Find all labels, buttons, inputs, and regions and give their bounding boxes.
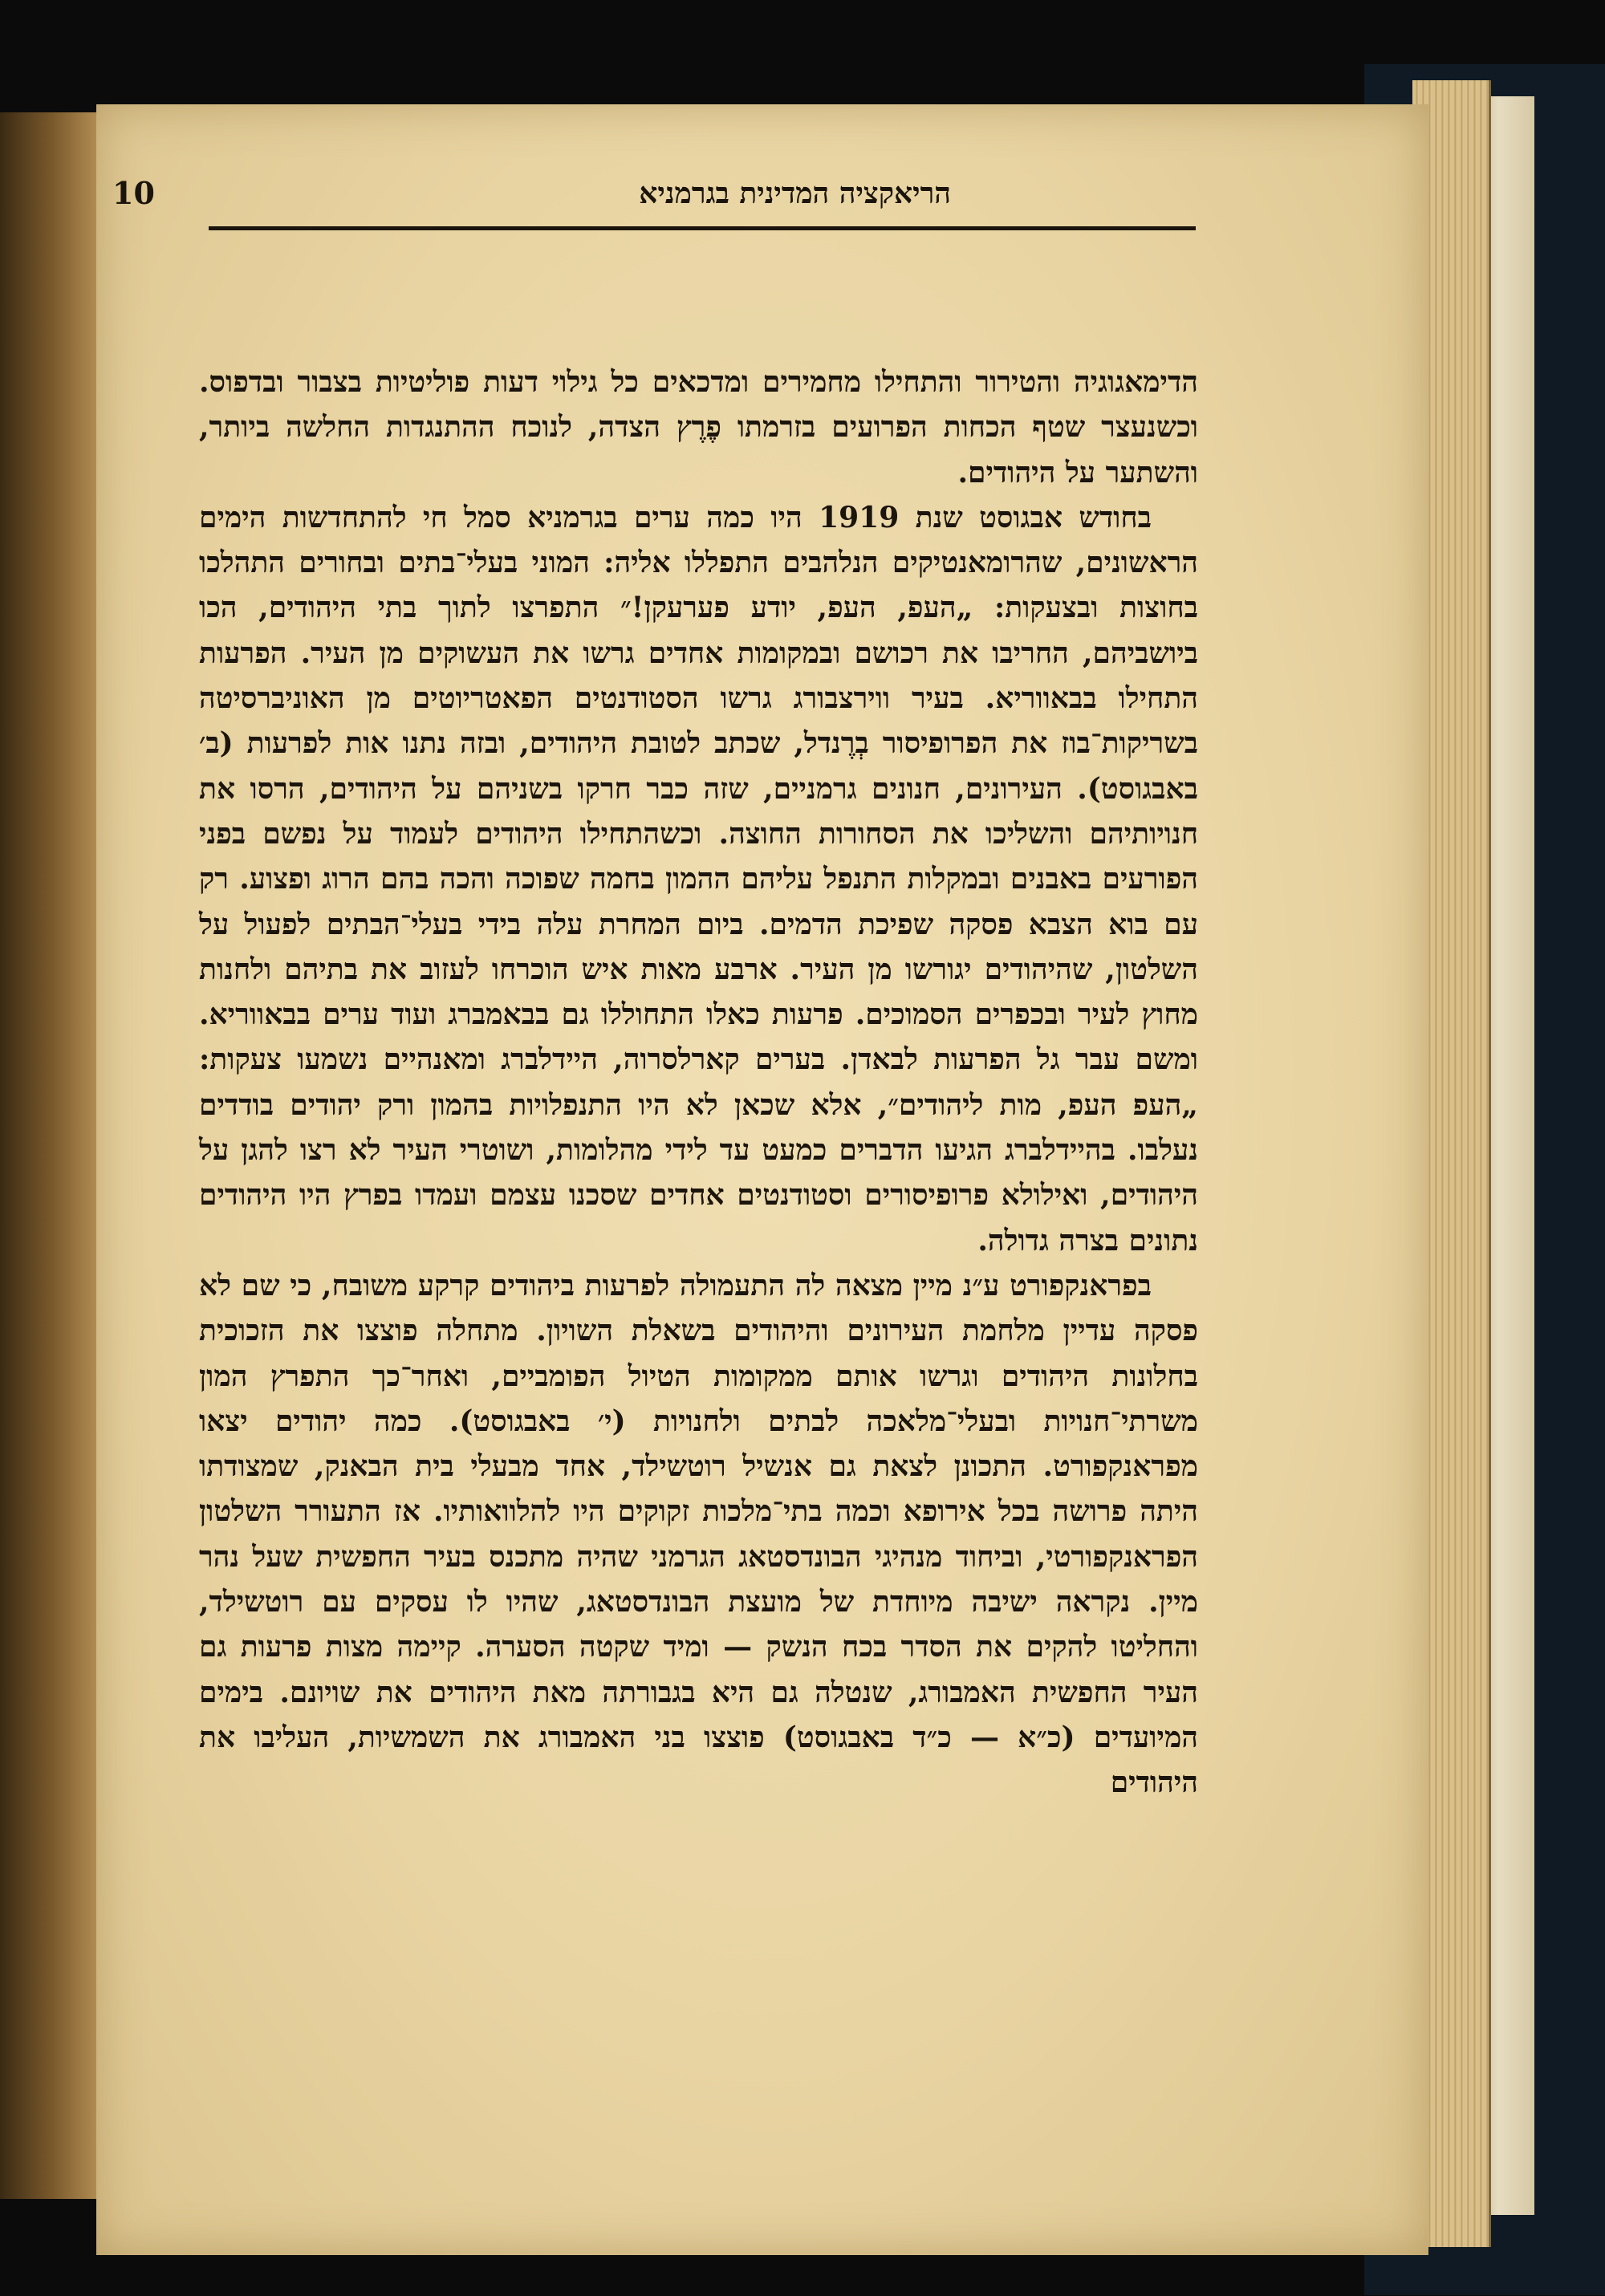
paragraph: בחודש אבגוסט שנת 1919 היו כמה ערים בגרמניא סמל חי להתחדשות הימים הראשונים, שהרומאנטיקים הנלהבים התפללו אליה: המוני בעלי־בתים ובחורים התהלכו בחוצות ובצעקות: „העפ, העפ, יודע פערעקן!״ התפרצו לתוך בתי היהודים, הכו ביושביהם, החריבו את רכושם ובמקומות אחדים גרשו את העשוקים מן העיר. הפרעות התחילו בבאווריא. בעיר ווירצבורג גרשו הסטודנטים הפאטריוטים מן האוניברסיטה בשריקות־בוז את הפרופיסור בְרֶנדל, שכתב לטובת היהודים, ובזה נתנו אות לפרעות (ב׳ באבגוסט). העירונים, חנונים גרמניים, שזה כבר חרקו בשניהם על היהודים, הרסו את חנויותיהם והשליכו את הסחורות החוצה. וכשהתחילו היהודים לעמוד על נפשם בפני הפורעים באבנים ובמקלות התנפל עליהם ההמון בחמה שפוכה והכה בהם הרוג ופצוע. רק עם בוא הצבא פסקה שפיכת הדמים. ביום המחרת עלה בידי בעלי־הבתים לפעול על השלטון, שהיהודים יגורשו מן העיר. ארבע מאות איש הוכרחו לעזוב את בתיהם ולחנות מחוץ לעיר ובכפרים הסמוכים. פרעות כאלו התחוללו גם בבאמברג ועוד ערים בבאווריא. ומשם עבר גל הפרעות לבאדן. בערים קארלסרוה, היידלברג ומאנהיים נשמעו צעקות: „העפ העפ, מות ליהודים״, אלא שכאן לא היו התנפלויות בהמון ורק יהודים בודדים נעלבו. בהיידלברג הגיעו הדברים כמעט עד לידי מהלומות, ושוטרי העיר לא רצו להגן על היהודים, ואילולא פרופיסורים וסטודנטים אחדים שסכנו עצמם ועמדו בפרץ היו היהודים נתונים בצרה גדולה. (199, 500, 1198, 1258)
body-text (199, 360, 1198, 1806)
facing-page (0, 112, 98, 2199)
header-rule (209, 226, 1196, 230)
running-title: הריאקציה המדינית בגרמניא (639, 177, 951, 210)
paragraph: הדימאגוגיה והטירור והתחילו מחמירים ומדכאים כל גילוי דעות פוליטיות בצבור ובדפוס. וכשנעצר שטף הכחות הפרועים בזרמתו פֶרֶץ הצדה, לנוכח ההתנגדות החלשה ביותר, והשתער על היהודים. (199, 365, 1198, 490)
paragraph: בפראנקפורט ע״נ מיין מצאה לה התעמולה לפרעות ביהודים קרקע משובח, כי שם לא פסקה עדיין מלחמת העירונים והיהודים בשאלת השויון. מתחלה פוצצו את הזכוכית בחלונות היהודים וגרשו אותם ממקומות הטיול הפומביים, ואחר־כך התפרץ המון משרתי־חנויות ובעלי־מלאכה לבתים ולחנויות (י׳ באבגוסט). כמה יהודים יצאו מפראנקפורט. התכונן לצאת גם אנשיל רוטשילד, אחד מבעלי בית הבאנק, שמצודתו היתה פרושה בכל אירופא וכמה בתי־מלכות זקוקים היו להלוואותיו. אז התעורר השלטון הפראנקפורטי, וביחוד מנהיגי הבונדסטאג הגרמני שהיה מתכנס בעיר החפשית שעל נהר מיין. נקראה ישיבה מיוחדת של מועצת הבונדסטאג, שהיו לו עסקים עם רוטשילד, והחליטו להקים את הסדר בכח הנשק — ומיד שקטה הסערה. קיימה מצות פרעות גם העיר החפשית האמבורג, שנטלה גם היא בגבורתה מאת היהודים את שויונם. בימים המיועדים (כ״א — כ״ד באבגוסט) פוצצו בני האמבורג את השמשיות, העליבו את היהודים (199, 1268, 1198, 1800)
page-header (112, 169, 1192, 225)
page-number: 10 (112, 175, 155, 211)
